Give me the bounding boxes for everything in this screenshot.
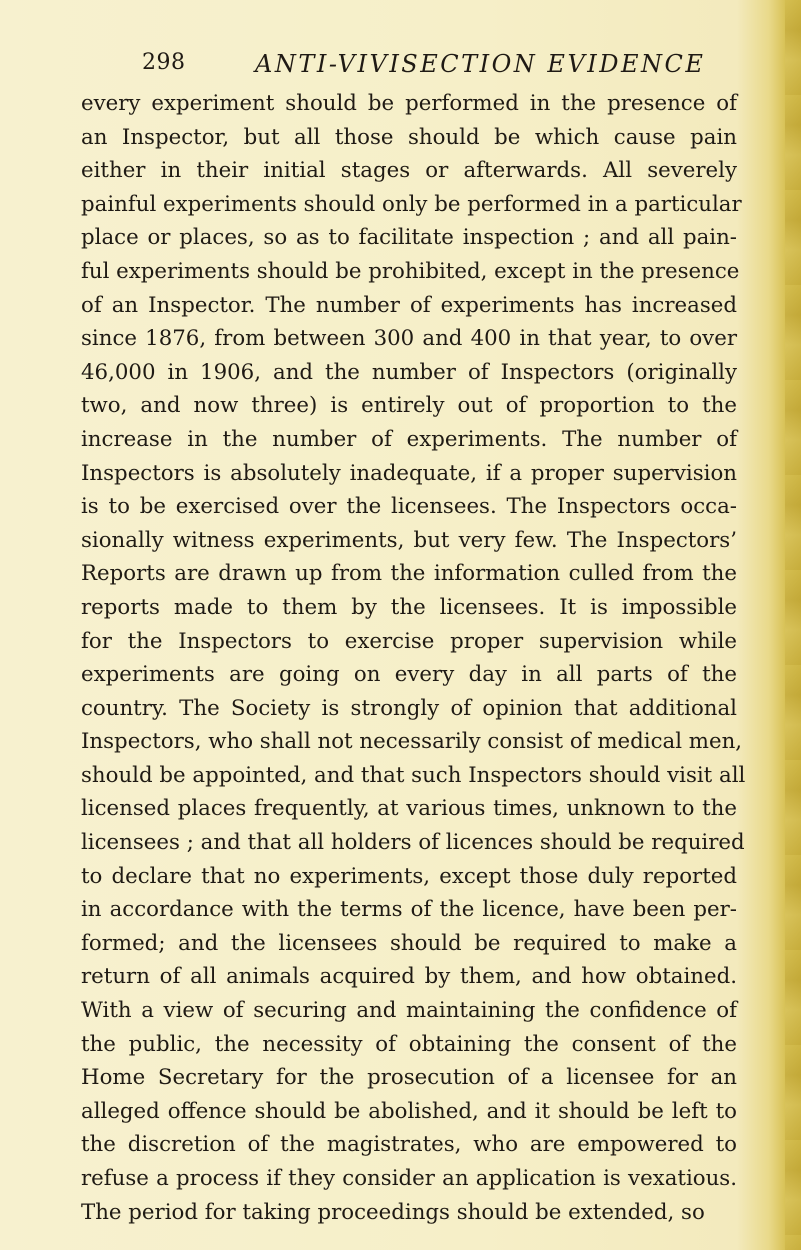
text-line: With a view of securing and maintaining the confidence of (81, 998, 737, 1024)
text-line: for the Inspectors to exercise proper supervision while (81, 628, 737, 654)
text-line: experiments are going on every day in all parts of the (81, 662, 737, 688)
text-line: 46,000 in 1906, and the number of Inspectors (originally (81, 359, 737, 385)
text-line: return of all animals acquired by them, and how obtained. (81, 964, 737, 990)
text-line: is to be exercised over the licensees. The Inspectors occa- (81, 494, 737, 520)
text-line: painful experiments should only be performed in a particular (81, 191, 742, 217)
text-line: formed; and the licensees should be required to make a (81, 930, 737, 956)
text-line: the public, the necessity of obtaining the consent of the (81, 1031, 737, 1057)
text-line: Inspectors, who shall not necessarily consist of medical men, (81, 729, 743, 755)
text-line: licensees ; and that all holders of licences should be required (81, 830, 745, 856)
text-line: two, and now three) is entirely out of proportion to the (81, 393, 737, 419)
text-line: licensed places frequently, at various times, unknown to the (81, 796, 737, 822)
text-line: to declare that no experiments, except those duly reported (81, 863, 737, 889)
text-line: Reports are drawn up from the information culled from the (81, 561, 737, 587)
text-line: reports made to them by the licensees. It is impossible (81, 594, 737, 620)
text-line: either in their initial stages or afterwards. All severely (81, 158, 737, 184)
text-line: of an Inspector. The number of experiments has increased (81, 292, 737, 318)
text-line: sionally witness experiments, but very few. The Inspectors’ (81, 527, 737, 553)
page-edge-shadow (785, 0, 801, 1250)
text-line: Inspectors is absolutely inadequate, if a proper supervision (81, 460, 737, 486)
page-number: 298 (142, 50, 186, 75)
text-line: ful experiments should be prohibited, except in the presence (81, 258, 740, 284)
text-line: Home Secretary for the prosecution of a licensee for an (81, 1065, 737, 1091)
text-line: the discretion of the magistrates, who are empowered to (81, 1132, 737, 1158)
text-line: in accordance with the terms of the licence, have been per- (81, 897, 737, 923)
text-line: since 1876, from between 300 and 400 in that year, to over (81, 326, 737, 352)
text-line: refuse a process if they consider an application is vexatious. (81, 1166, 737, 1191)
text-line: place or places, so as to facilitate inspection ; and all pain- (81, 225, 737, 251)
body-paragraph (81, 87, 746, 1229)
text-line: every experiment should be performed in the presence of (81, 91, 737, 116)
text-line: country. The Society is strongly of opinion that additional (81, 695, 737, 721)
text-line: alleged offence should be abolished, and it should be left to (81, 1098, 737, 1124)
text-line: increase in the number of experiments. The number of (81, 426, 737, 452)
text-line: should be appointed, and that such Inspectors should visit all (81, 762, 746, 788)
running-title: ANTI-VIVISECTION EVIDENCE (255, 50, 706, 78)
text-line: The period for taking proceedings should be extended, so (81, 1199, 705, 1225)
page-header (80, 50, 720, 90)
text-line: an Inspector, but all those should be which cause pain (81, 124, 737, 150)
